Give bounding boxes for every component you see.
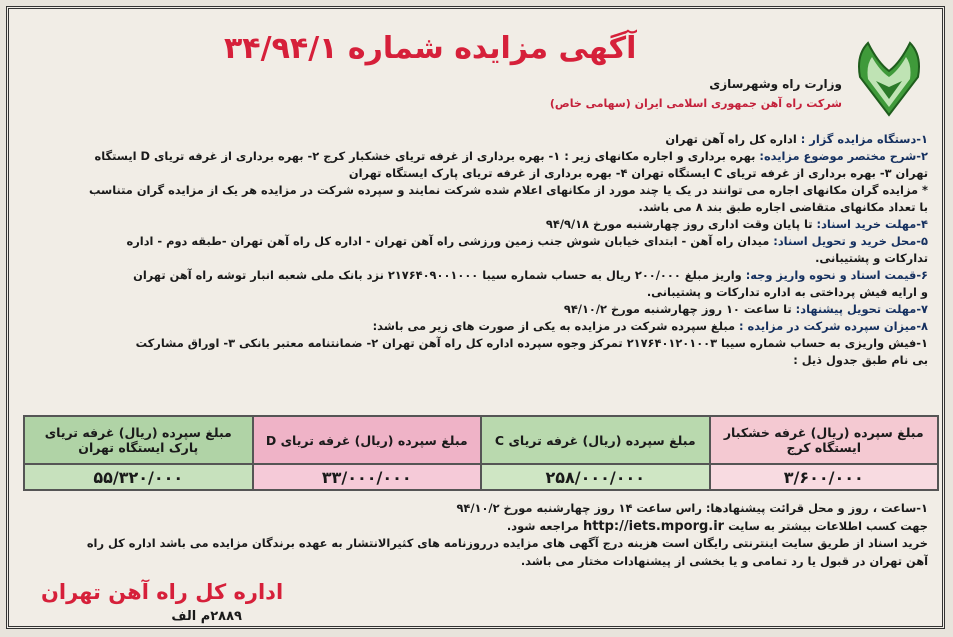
notice-line: ۶-قیمت اسناد و نحوه واریز وجه: واریز مبلغ ۲۰۰/۰۰۰ ریال به حساب شماره سیبا ۲۱۷۶۴۰۹۰۰۱۰۰۰ نزد بانک ملی شعبه انبار توشه راه آهن تهران bbox=[133, 268, 928, 282]
notice-line: و ارایه فیش پرداختی به اداره تدارکات و پشتیبانی. bbox=[646, 285, 928, 299]
website-link[interactable]: http://iets.mporg.ir bbox=[582, 518, 725, 534]
railway-logo-icon bbox=[854, 37, 924, 117]
notice-body bbox=[18, 131, 928, 369]
notice-line: ۷-مهلت تحویل پیشنهاد: تا ساعت ۱۰ روز چهارشنبه مورخ ۹۴/۱۰/۲ bbox=[563, 302, 928, 316]
tender-notice bbox=[6, 6, 945, 629]
opening-time-line: ۱-ساعت ، روز و محل قرائت پیشنهادها: راس ساعت ۱۴ روز چهارشنبه مورخ ۹۴/۱۰/۲ bbox=[456, 501, 928, 515]
notice-title: آگهی مزایده شماره ۳۴/۹۴/۱ bbox=[224, 31, 637, 66]
notice-line: ۱-دستگاه مزایده گزار : اداره کل راه آهن تهران bbox=[665, 132, 928, 146]
table-header: مبلغ سپرده (ریال) غرفه تریای C bbox=[482, 417, 709, 465]
table-cell: ۳/۶۰۰/۰۰۰ bbox=[711, 465, 938, 489]
deposit-table bbox=[23, 415, 939, 491]
table-cell: ۵۵/۳۲۰/۰۰۰ bbox=[25, 465, 252, 489]
deposit-column bbox=[252, 417, 481, 489]
notice-line: خرید اسناد از طریق سایت اینترنتی رایگان است هزینه درج آگهی های مزایده درروزنامه های کثیرالانتشار به عهده برندگان مزایده می باشد اداره کل راه bbox=[86, 536, 928, 550]
website-line: جهت کسب اطلاعات بیشتر به سایت http://iets.mporg.ir مراجعه شود. bbox=[506, 518, 928, 534]
deposit-column bbox=[480, 417, 709, 489]
signature: اداره کل راه آهن تهران bbox=[41, 580, 284, 604]
notice-line: ۴-مهلت خرید اسناد: تا پایان وقت اداری روز چهارشنبه مورخ ۹۴/۹/۱۸ bbox=[545, 217, 928, 231]
table-cell: ۲۵۸/۰۰۰/۰۰۰ bbox=[482, 465, 709, 489]
deposit-column bbox=[25, 417, 252, 489]
notice-line: * مزایده گران مکانهای اجاره می توانند در یک یا چند مورد از مکانهای اعلام شده شرکت نمایند و سپرده شرکت در مزایده هر یک از مزایده گران متناسب bbox=[88, 183, 928, 197]
table-header: مبلغ سپرده (ریال) غرفه تریای D bbox=[254, 417, 481, 465]
notice-line: ۲-شرح مختصر موضوع مزایده: بهره برداری و اجاره مکانهای زیر : ۱- بهره برداری از غرفه تریای خشکبار کرج ۲- بهره برداری از غرفه تریای D ایستگاه bbox=[94, 149, 928, 163]
ministry-name: وزارت راه وشهرسازی bbox=[709, 77, 842, 91]
notice-line: ۱-فیش واریزی به حساب شماره سیبا ۲۱۷۶۴۰۱۲۰۱۰۰۳ تمرکز وجوه سپرده اداره کل راه آهن تهران ۲- ضمانتنامه معتبر بانکی ۳- اوراق مشارکت bbox=[135, 336, 928, 350]
notice-line: بی نام طبق جدول ذیل : bbox=[793, 353, 928, 367]
table-header: مبلغ سپرده (ریال) غرفه خشکبار ایستگاه کرج bbox=[711, 417, 938, 465]
notice-line: ۵-محل خرید و تحویل اسناد: میدان راه آهن - ابتدای خیابان شوش جنب زمین ورزشی راه آهن تهران - اداره کل راه آهن تهران -طبقه دوم - اداره bbox=[126, 234, 928, 248]
reference-number: ۲۸۸۹م الف bbox=[171, 609, 242, 624]
table-header: مبلغ سپرده (ریال) غرفه تریای پارک ایستگاه تهران bbox=[25, 417, 252, 465]
notice-line: ۸-میزان سپرده شرکت در مزایده : مبلغ سپرده شرکت در مزایده به یکی از صورت های زیر می باشد: bbox=[372, 319, 928, 333]
notice-line: تهران ۳- بهره برداری از غرفه تریای C ایستگاه تهران ۴- بهره برداری از غرفه تریای پارک ایستگاه تهران bbox=[348, 166, 928, 180]
deposit-column bbox=[709, 417, 938, 489]
company-name: شرکت راه آهن جمهوری اسلامی ایران (سهامی خاص) bbox=[549, 97, 842, 110]
notice-footer bbox=[18, 500, 928, 570]
notice-line: با تعداد مکانهای متقاضی اجاره طبق بند ۸ می باشد. bbox=[638, 200, 928, 214]
notice-line: آهن تهران در قبول یا رد تمامی و یا بخشی از پیشنهادات مختار می باشد. bbox=[520, 553, 928, 568]
notice-line: تدارکات و پشتیبانی. bbox=[815, 251, 928, 265]
table-cell: ۳۳/۰۰۰/۰۰۰ bbox=[254, 465, 481, 489]
